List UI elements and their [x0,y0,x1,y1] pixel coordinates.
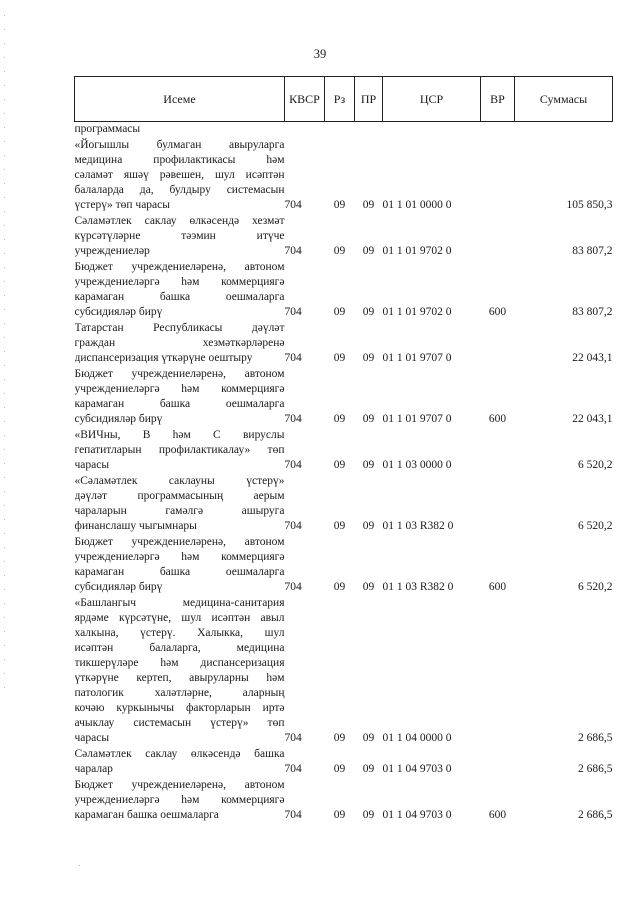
name-line: патологик халәтләрне, аларның [74,687,285,699]
col-header-sum: Суммасы [515,77,613,122]
name-line: учреждениеләргә һәм коммерциягә [74,794,285,806]
row-pr: 09 [362,732,375,744]
name-line: «Сәламәтлек саклауны үстерү» [74,475,285,487]
row-vr [481,137,515,213]
scan-speck [79,865,80,866]
row-sum: 83 807,2 [572,306,613,318]
binder-dot [4,379,5,380]
row-csr: 01 1 04 0000 0 [382,732,452,744]
row-kvsr: 704 [284,199,302,211]
binder-dot [4,253,5,254]
row-csr: 01 1 03 0000 0 [382,459,452,471]
row-rz: 09 [333,459,346,471]
row-pr: 09 [362,459,375,471]
row-pr: 09 [362,809,375,821]
name-line: «Йогышлы булмаган авыруларга [74,139,285,151]
row-kvsr: 704 [284,459,302,471]
row-csr: 01 1 01 9707 0 [382,352,452,364]
binder-dot [4,421,5,422]
binder-dot [4,631,5,632]
row-kvsr: 704 [284,763,302,775]
name-line: учреждениеләр [74,245,150,257]
binder-dot [4,589,5,590]
binder-dot [4,239,5,240]
row-vr: 600 [488,581,507,593]
page-number: 39 [313,47,327,61]
row-sum: 83 807,2 [572,245,613,257]
name-line: Бюджет учреждениеләренә, автоном [74,368,285,380]
col-header-name: Исеме [75,77,285,122]
binder-dot [4,575,5,576]
binder-dot [4,267,5,268]
name-line: чарасы [74,732,110,744]
row-vr [481,213,515,259]
name-line: «Башлангыч медицина-санитария [74,597,285,609]
table-row [75,595,613,746]
row-rz: 09 [333,199,346,211]
row-csr: 01 1 01 9702 0 [382,245,452,257]
row-rz: 09 [333,763,346,775]
row-name [75,259,285,320]
row-vr: 600 [488,413,507,425]
row-kvsr: 704 [284,581,302,593]
row-sum: 6 520,2 [578,459,613,471]
binder-dot [4,197,5,198]
continuation-text [75,122,285,138]
row-sum: 22 043,1 [572,352,613,364]
col-header-pr: ПР [355,77,383,122]
table-row [75,137,613,213]
binder-dot [4,169,5,170]
name-line: карамаган башка оешмаларга [74,809,219,821]
row-name [75,746,285,777]
row-pr: 09 [362,581,375,593]
row-name [75,473,285,534]
binder-dot [4,57,5,58]
table-row [75,777,613,823]
row-name [75,777,285,823]
row-kvsr: 704 [284,732,302,744]
row-sum: 6 520,2 [578,520,613,532]
row-csr: 01 1 01 9702 0 [382,306,452,318]
continuation-row [75,122,613,138]
row-vr: 600 [488,306,507,318]
name-line: халкына, үстерү. Халыкка, шул [74,627,285,639]
name-line: карамаган башка оешмаларга [74,291,285,303]
col-header-rz: Рз [325,77,355,122]
binder-dot [4,85,5,86]
row-pr: 09 [362,352,375,364]
row-rz: 09 [333,413,346,425]
binder-dot [4,645,5,646]
budget-table [74,76,613,823]
row-rz: 09 [333,581,346,593]
row-sum: 2 686,5 [578,809,613,821]
binder-dot [4,603,5,604]
row-pr: 09 [362,306,375,318]
name-line: ярдәме күрсәтүне, шул исәптән авыл [74,612,285,624]
row-name [75,137,285,213]
row-sum: 2 686,5 [578,763,613,775]
name-line: субсидияләр бирү [74,413,163,425]
binder-dot [4,533,5,534]
binder-dot [4,687,5,688]
row-kvsr: 704 [284,352,302,364]
binder-dot [4,183,5,184]
row-vr [481,473,515,534]
row-sum: 105 850,3 [566,199,613,211]
col-header-kvsr: КВСР [285,77,325,122]
name-line: исәптән балаларга, медицина [74,642,285,654]
binder-dot [4,519,5,520]
binder-dot [4,71,5,72]
binder-dot [4,211,5,212]
name-line: диспансеризация үткәрүне оештыру [74,352,253,364]
row-kvsr: 704 [284,306,302,318]
row-rz: 09 [333,306,346,318]
binder-dot [4,617,5,618]
name-line: гепатитларын профилактикалау» төп [74,444,285,456]
name-line: карамаган башка оешмаларга [74,566,285,578]
binder-dot [4,295,5,296]
name-line: учреждениеләргә һәм коммерциягә [74,383,285,395]
binder-dot [4,225,5,226]
name-line: үткәрүне кертеп, авыруларны һәм [74,672,285,684]
row-rz: 09 [333,520,346,532]
binder-dot [4,365,5,366]
binder-dot [4,99,5,100]
row-vr [481,427,515,473]
row-vr [481,320,515,366]
binder-dot [4,281,5,282]
name-line: күрсәтүләрне тәэмин итүче [74,230,285,242]
binder-dot [4,477,5,478]
row-pr: 09 [362,245,375,257]
row-kvsr: 704 [284,520,302,532]
name-line: граждан хезмәткәрләренә [74,337,285,349]
binder-dot [4,29,5,30]
name-line: карамаган башка оешмаларга [74,398,285,410]
table-row [75,473,613,534]
name-line: субсидияләр бирү [74,581,163,593]
binder-dot [4,323,5,324]
row-vr [481,595,515,746]
row-vr [481,746,515,777]
name-line: медицина профилактикасы һәм [74,154,285,166]
row-name [75,320,285,366]
binder-dot [4,141,5,142]
row-pr: 09 [362,520,375,532]
name-line: субсидияләр бирү [74,306,163,318]
binder-dot [4,155,5,156]
col-header-vr: ВР [481,77,515,122]
row-name [75,595,285,746]
name-line: Сәламәтлек саклау өлкәсендә башка [74,748,285,760]
table-header-row [75,77,613,122]
binder-dot [4,43,5,44]
binder-dot [4,351,5,352]
name-line: чараларын гамәлгә ашыруга [74,505,285,517]
binder-dot [4,547,5,548]
name-line: тикшерүләре һәм диспансеризация [74,657,285,669]
binder-dot [4,673,5,674]
table-row [75,427,613,473]
name-line: Бюджет учреждениеләренә, автоном [74,779,285,791]
name-line: кочәю куркынычы факторларын иртә [74,702,285,714]
name-line: учреждениеләргә һәм коммерциягә [74,276,285,288]
name-line: үстерү» төп чарасы [74,199,170,211]
table-row [75,366,613,427]
name-line: финанслашу чыгымнары [74,520,197,532]
binder-dot [4,505,5,506]
row-sum: 6 520,2 [578,581,613,593]
binder-dot [4,113,5,114]
name-line: учреждениеләргә һәм коммерциягә [74,551,285,563]
row-kvsr: 704 [284,245,302,257]
row-kvsr: 704 [284,413,302,425]
binder-dot [4,15,5,16]
name-line: чарасы [74,459,110,471]
row-rz: 09 [333,809,346,821]
row-csr: 01 1 04 9703 0 [382,763,452,775]
binder-dot [4,491,5,492]
name-line: сәламәт яшәү рәвешен, шул исәптән [74,169,285,181]
name-line: балаларда да, булдыру системасын [74,184,285,196]
binder-dot [4,449,5,450]
row-pr: 09 [362,763,375,775]
table-row [75,534,613,595]
row-csr: 01 1 03 R382 0 [382,520,454,532]
row-name [75,427,285,473]
row-csr: 01 1 04 9703 0 [382,809,452,821]
table-row [75,213,613,259]
name-line: дәүләт программасының аерым [74,490,285,502]
table-row [75,320,613,366]
name-line: Бюджет учреждениеләренә, автоном [74,536,285,548]
row-pr: 09 [362,199,375,211]
name-line: чаралар [74,763,113,775]
binder-dot [4,337,5,338]
row-csr: 01 1 01 9707 0 [382,413,452,425]
row-name [75,366,285,427]
name-line: Сәламәтлек саклау өлкәсендә хезмәт [74,215,285,227]
name-line: ачыклау системасын үстерү» төп [74,717,285,729]
row-sum: 2 686,5 [578,732,613,744]
table-row [75,259,613,320]
binder-dot [4,309,5,310]
name-line: программасы [74,123,141,135]
row-csr: 01 1 01 0000 0 [382,199,452,211]
binder-dot [4,407,5,408]
col-header-csr: ЦСР [383,77,481,122]
binder-dot [4,659,5,660]
name-line: Татарстан Республикасы дәүләт [74,322,285,334]
binder-dot [4,435,5,436]
binder-dot [4,393,5,394]
row-name [75,534,285,595]
name-line: «ВИЧны, В һәм С вируслы [74,429,285,441]
row-rz: 09 [333,245,346,257]
row-sum: 22 043,1 [572,413,613,425]
row-kvsr: 704 [284,809,302,821]
row-rz: 09 [333,732,346,744]
row-csr: 01 1 03 R382 0 [382,581,454,593]
table-row [75,746,613,777]
table-body [75,122,613,824]
binder-dot [4,561,5,562]
binder-dot [4,127,5,128]
row-rz: 09 [333,352,346,364]
binder-dot [4,463,5,464]
row-name [75,213,285,259]
name-line: Бюджет учреждениеләренә, автоном [74,261,285,273]
row-vr: 600 [488,809,507,821]
row-pr: 09 [362,413,375,425]
